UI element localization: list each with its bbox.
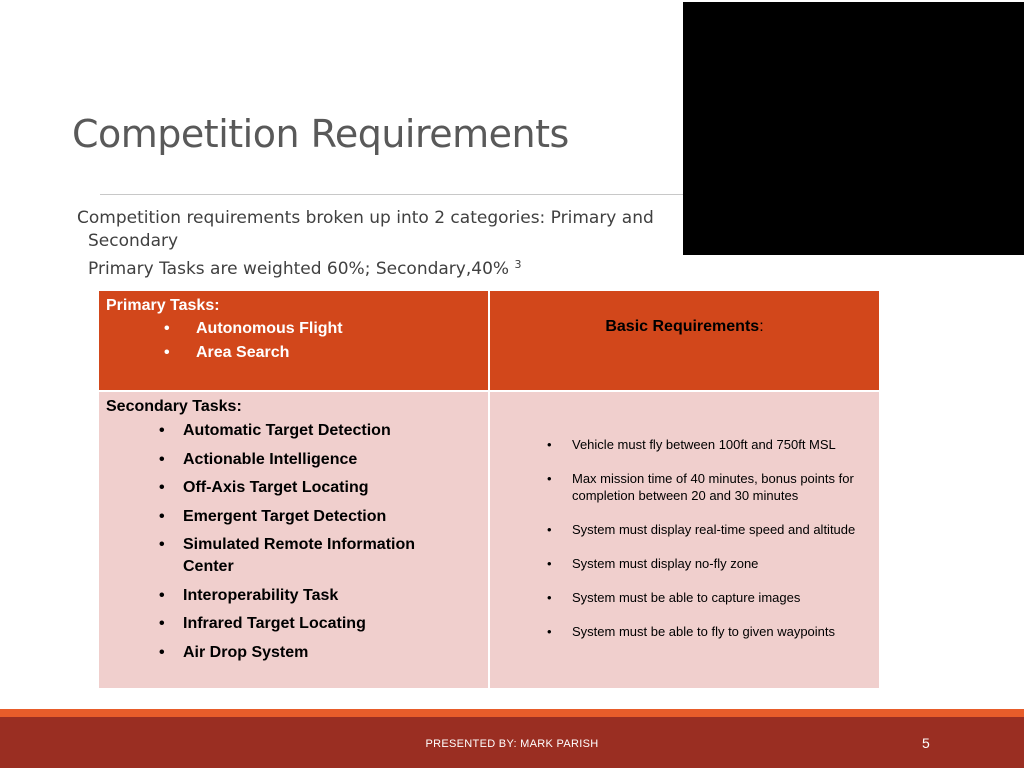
page-number: 5	[922, 735, 930, 751]
list-item: • Off-Axis Target Locating	[106, 477, 433, 499]
intro-line-1: Competition requirements broken up into 2 categories: Primary and	[77, 208, 654, 228]
list-item: • System must display no-fly zone	[490, 555, 879, 572]
basic-requirements-header-cell	[489, 290, 880, 391]
list-item: • Vehicle must fly between 100ft and 750ft MSL	[490, 436, 879, 453]
title-divider	[100, 194, 684, 195]
table-header-row	[98, 290, 880, 391]
basic-requirements-list	[490, 392, 879, 640]
presenter-credit: PRESENTED BY: MARK PARISH	[425, 738, 599, 750]
list-item: • Max mission time of 40 minutes, bonus points for completion between 20 and 30 minutes	[490, 470, 879, 504]
slide-title: Competition Requirements	[72, 112, 569, 156]
table-body-row	[98, 391, 880, 689]
intro-line-3	[77, 253, 687, 281]
requirements-table	[97, 289, 881, 690]
primary-tasks-list	[106, 317, 488, 365]
heading-colon: :	[759, 318, 764, 335]
list-item: • Simulated Remote Information Center	[106, 534, 433, 578]
secondary-tasks-heading: Secondary Tasks:	[106, 398, 242, 415]
footer-accent-stripe	[0, 709, 1024, 717]
list-item: • System must display real-time speed and altitude	[490, 521, 879, 538]
list-item: • Emergent Target Detection	[106, 506, 433, 528]
list-item: • Air Drop System	[106, 642, 433, 664]
black-image-placeholder	[683, 2, 1024, 255]
footnote-marker: 3	[514, 258, 522, 271]
secondary-tasks-list	[106, 420, 488, 664]
list-item: • System must be able to fly to given waypoints	[490, 623, 879, 640]
list-item: • Autonomous Flight	[106, 317, 488, 341]
list-item: • Interoperability Task	[106, 585, 433, 607]
basic-requirements-heading: Basic Requirements	[605, 318, 760, 335]
secondary-tasks-cell	[98, 391, 489, 689]
primary-tasks-heading: Primary Tasks:	[106, 297, 220, 314]
list-item: • Area Search	[106, 341, 488, 365]
intro-line-2: Secondary	[88, 231, 179, 251]
list-item: • System must be able to capture images	[490, 589, 879, 606]
list-item: • Actionable Intelligence	[106, 449, 433, 471]
list-item: • Automatic Target Detection	[106, 420, 433, 442]
intro-text	[77, 207, 687, 281]
basic-requirements-cell	[489, 391, 880, 689]
list-item: • Infrared Target Locating	[106, 613, 433, 635]
intro-weights: Primary Tasks are weighted 60%; Secondary,40%	[88, 259, 510, 279]
primary-tasks-cell	[98, 290, 489, 391]
